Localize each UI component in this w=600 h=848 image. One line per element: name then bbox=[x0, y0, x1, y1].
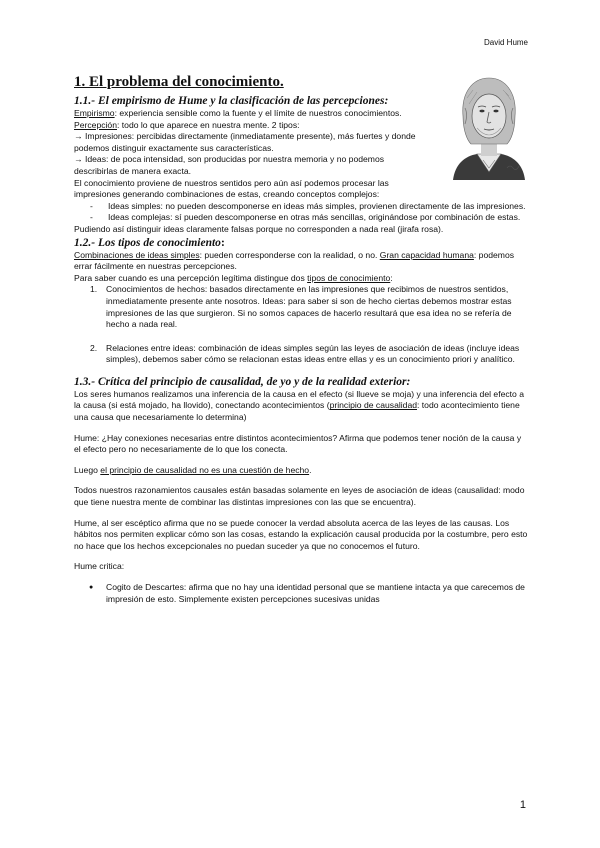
page-title: 1. El problema del conocimiento. bbox=[74, 74, 284, 90]
ideas-list bbox=[74, 201, 529, 224]
list-item: ● Cogito de Descartes: afirma que no hay una identidad personal que se mantiene intacta ya que carecemos de impresión de esto. Simplemente existen percepciones sucesivas unidas bbox=[74, 582, 529, 605]
paragraph-percepcion: Percepción: todo lo que aparece en nuestra mente. 2 tipos: bbox=[74, 119, 300, 130]
term-tipos-conocimiento: tipos de conocimiento bbox=[307, 272, 391, 283]
section-heading-1-1: 1.1.- El empirismo de Hume y la clasificación de las percepciones: bbox=[74, 95, 389, 107]
paragraph-luego: Luego el principio de causalidad no es una cuestión de hecho. bbox=[74, 464, 312, 475]
paragraph-esceptico: Hume, al ser escéptico afirma que no se puede conocer la verdad absoluta acerca de las leyes de las causas. Los hábitos nos permiten explicar cómo son las cosas, estando la explicación causal producida por la costumbre, pero esto no hace que los hechos excepcionales no puedan suceder ya que no conocemos el futuro. bbox=[74, 517, 528, 551]
term-no-cuestion-hecho: el principio de causalidad no es una cuestión de hecho bbox=[100, 464, 310, 475]
paragraph-razonamientos: Todos nuestros razonamientos causales están basadas solamente en leyes de asociación de ideas (causalidad: modo que tiene nuestra mente de combinar las distintas impresiones con las que se encuentra). bbox=[74, 485, 525, 508]
term-percepcion: Percepción bbox=[74, 119, 117, 130]
paragraph-combinaciones: Combinaciones de ideas simples: pueden corresponderse con la realidad, o no. Gran capacidad humana: podemos errar fácilmente en nuestras percepciones. bbox=[74, 249, 515, 272]
paragraph-hume-critica: Hume critica: bbox=[74, 561, 125, 572]
critica-list bbox=[74, 582, 529, 605]
tipos-list bbox=[74, 284, 529, 366]
list-item: - Ideas complejas: sí pueden descomponerse en otras más sencillas, originándose por combinación de estas. bbox=[74, 212, 529, 224]
document-body bbox=[74, 74, 529, 605]
section-heading-1-2: 1.2.- Los tipos de conocimiento: bbox=[74, 236, 225, 249]
paragraph-impresiones: → Impresiones: percibidas directamente (inmediatamente presente), más fuertes y donde podemos distinguir exactamente sus características. bbox=[74, 131, 416, 153]
paragraph-closing: Pudiendo así distinguir ideas claramente falsas porque no corresponden a nada real (jirafa rosa). bbox=[74, 223, 444, 234]
paragraph-tipos: Para saber cuando es una percepción legítima distingue dos tipos de conocimiento: bbox=[74, 272, 393, 283]
list-item: 1. Conocimientos de hechos: basados directamente en las impresiones que recibimos de nuestros sentidos, inmediatamente presente ante nosotros. Ideas: para saber si son de hecho ciertas debemos mostrar estas impresiones de las que surgieron. Si no somos capaces de hacerlo resultará que esa idea no se refería de hecho a nada real. bbox=[90, 284, 512, 330]
list-item: - Ideas simples: no pueden descomponerse en ideas más simples, provienen directamente de las impresiones. bbox=[74, 201, 529, 213]
section-heading-1-3: 1.3.- Crítica del principio de causalidad, de yo y de la realidad exterior: bbox=[74, 375, 411, 388]
list-item: 2. Relaciones entre ideas: combinación de ideas simples según las leyes de asociación de ideas (incluye ideas simples), debemos saber cómo se relacionan estas ideas entre ellas y es un conocimiento priori y analítico. bbox=[90, 342, 520, 365]
term-combinaciones: Combinaciones de ideas simples bbox=[74, 249, 200, 260]
page-number: 1 bbox=[519, 799, 526, 811]
paragraph-empirismo: Empirismo: experiencia sensible como la fuente y el límite de nuestros conocimientos. bbox=[74, 108, 402, 118]
paragraph-inferencia: Los seres humanos realizamos una inferencia de la causa en el efecto (si llueve se moja) y una inferencia del efecto a la causa (si está mojado, ha llovido), conectando acontecimientos (principio de causalidad: todo acontecimiento tiene una causa que necesariamente lo determina) bbox=[74, 388, 524, 423]
paragraph-ideas: → Ideas: de poca intensidad, son producidas por nuestra memoria y no podemos describirlas de manera exacta. bbox=[74, 154, 385, 176]
term-gran-capacidad: Gran capacidad humana bbox=[379, 249, 474, 260]
header-author: David Hume bbox=[483, 38, 528, 47]
paragraph-hume-conexiones: Hume: ¿Hay conexiones necesarias entre distintos acontecimientos? Afirma que podemos tener noción de la causa y el efecto pero no necesariamente de lo que los conecta. bbox=[74, 432, 522, 455]
paragraph-conocimiento: El conocimiento proviene de nuestros sentidos pero aún así podemos procesar las impresiones generando combinaciones de estas, creando conceptos complejos: bbox=[74, 177, 389, 200]
term-empirismo: Empirismo bbox=[74, 108, 115, 118]
term-principio-causalidad: principio de causalidad bbox=[329, 400, 418, 411]
